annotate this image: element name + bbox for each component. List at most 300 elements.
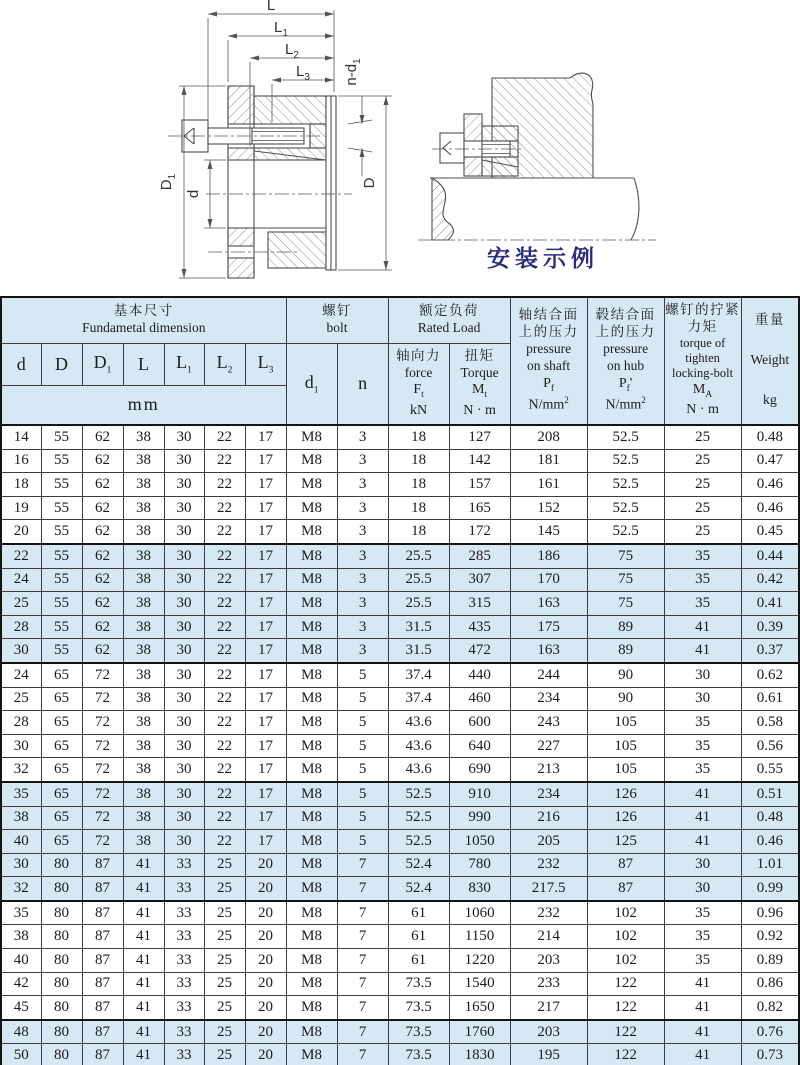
- table-cell: 22: [204, 544, 245, 568]
- table-cell: 55: [41, 449, 82, 473]
- table-cell: 61: [388, 901, 449, 925]
- table-cell: 14: [1, 425, 41, 449]
- table-cell: 87: [82, 996, 123, 1020]
- table-cell: 1650: [449, 996, 510, 1020]
- table-cell: 1540: [449, 972, 510, 996]
- table-row: [1, 830, 799, 854]
- table-cell: 87: [82, 972, 123, 996]
- table-cell: 18: [388, 473, 449, 497]
- table-cell: 65: [41, 663, 82, 687]
- table-cell: 17: [245, 734, 286, 758]
- table-cell: 65: [41, 734, 82, 758]
- table-cell: 65: [41, 782, 82, 806]
- table-cell: 62: [82, 473, 123, 497]
- table-cell: 80: [41, 877, 82, 901]
- table-cell: 142: [449, 449, 510, 473]
- table-cell: 87: [82, 949, 123, 973]
- table-cell: 73.5: [388, 1044, 449, 1065]
- table-cell: 25: [204, 901, 245, 925]
- table-cell: 0.37: [741, 639, 799, 663]
- table-cell: 30: [164, 615, 204, 639]
- table-cell: 30: [164, 568, 204, 592]
- table-cell: M8: [286, 1044, 337, 1065]
- table-cell: 1830: [449, 1044, 510, 1065]
- table-row: [1, 996, 799, 1020]
- table-cell: 18: [388, 496, 449, 520]
- table-cell: 213: [510, 758, 587, 782]
- table-cell: 170: [510, 568, 587, 592]
- table-cell: 17: [245, 711, 286, 735]
- table-cell: 90: [587, 663, 664, 687]
- table-cell: 208: [510, 425, 587, 449]
- table-cell: 3: [337, 592, 388, 616]
- table-cell: 38: [123, 544, 164, 568]
- table-cell: 122: [587, 1020, 664, 1044]
- table-cell: M8: [286, 734, 337, 758]
- table-cell: 3: [337, 568, 388, 592]
- table-row: [1, 592, 799, 616]
- table-cell: 72: [82, 711, 123, 735]
- table-cell: 0.42: [741, 568, 799, 592]
- table-cell: 172: [449, 520, 510, 544]
- header-weight: 重量 Weight kg: [741, 297, 799, 425]
- table-cell: 25: [204, 925, 245, 949]
- table-cell: 105: [587, 734, 664, 758]
- table-cell: 25: [204, 972, 245, 996]
- table-cell: 33: [164, 1044, 204, 1065]
- table-cell: 38: [123, 449, 164, 473]
- table-cell: 3: [337, 496, 388, 520]
- table-cell: 65: [41, 830, 82, 854]
- table-row: [1, 615, 799, 639]
- table-cell: 52.5: [587, 473, 664, 497]
- table-cell: M8: [286, 496, 337, 520]
- table-cell: 30: [164, 520, 204, 544]
- table-cell: 22: [204, 663, 245, 687]
- table-cell: 72: [82, 782, 123, 806]
- table-cell: 435: [449, 615, 510, 639]
- table-cell: 38: [123, 639, 164, 663]
- table-cell: 48: [1, 1020, 41, 1044]
- table-cell: 38: [123, 782, 164, 806]
- table-cell: 157: [449, 473, 510, 497]
- col-L: L: [123, 343, 164, 385]
- col-L1: $L_1$: [164, 343, 204, 385]
- table-cell: 33: [164, 853, 204, 877]
- table-cell: 0.56: [741, 734, 799, 758]
- table-cell: 25: [204, 877, 245, 901]
- table-cell: 35: [1, 901, 41, 925]
- table-cell: 72: [82, 687, 123, 711]
- table-cell: 20: [245, 972, 286, 996]
- table-cell: 186: [510, 544, 587, 568]
- table-cell: 80: [41, 853, 82, 877]
- table-cell: 55: [41, 425, 82, 449]
- table-row: [1, 758, 799, 782]
- table-cell: 161: [510, 473, 587, 497]
- table-cell: 30: [1, 639, 41, 663]
- table-cell: 28: [1, 615, 41, 639]
- table-cell: 25: [1, 592, 41, 616]
- table-cell: 17: [245, 806, 286, 830]
- table-cell: 33: [164, 925, 204, 949]
- table-cell: 52.5: [388, 782, 449, 806]
- table-cell: 216: [510, 806, 587, 830]
- table-cell: 22: [204, 592, 245, 616]
- table-cell: 315: [449, 592, 510, 616]
- table-cell: 62: [82, 568, 123, 592]
- table-cell: 45: [1, 996, 41, 1020]
- table-cell: M8: [286, 663, 337, 687]
- table-cell: 30: [164, 496, 204, 520]
- table-cell: M8: [286, 568, 337, 592]
- col-d: d: [1, 343, 41, 385]
- table-cell: 30: [1, 853, 41, 877]
- table-cell: M8: [286, 449, 337, 473]
- table-cell: 17: [245, 520, 286, 544]
- table-cell: 55: [41, 520, 82, 544]
- table-cell: 22: [204, 639, 245, 663]
- table-cell: 17: [245, 592, 286, 616]
- table-cell: 30: [664, 877, 741, 901]
- table-cell: 17: [245, 687, 286, 711]
- table-cell: 65: [41, 806, 82, 830]
- table-cell: 233: [510, 972, 587, 996]
- table-cell: M8: [286, 877, 337, 901]
- table-cell: M8: [286, 544, 337, 568]
- table-cell: 33: [164, 996, 204, 1020]
- table-cell: M8: [286, 1020, 337, 1044]
- table-cell: 22: [204, 711, 245, 735]
- table-cell: 50: [1, 1044, 41, 1065]
- table-cell: 89: [587, 639, 664, 663]
- table-cell: M8: [286, 425, 337, 449]
- table-cell: 20: [245, 877, 286, 901]
- table-cell: 80: [41, 949, 82, 973]
- svg-text:L1: $L_1$: [274, 19, 288, 39]
- table-row: [1, 877, 799, 901]
- table-cell: 55: [41, 473, 82, 497]
- table-cell: 243: [510, 711, 587, 735]
- table-cell: 52.5: [587, 520, 664, 544]
- table-cell: 32: [1, 758, 41, 782]
- table-cell: 3: [337, 425, 388, 449]
- table-cell: 910: [449, 782, 510, 806]
- header-tightening-torque: 螺钉的拧紧 力矩 torque of tighten locking-bolt $M_A$ N · m: [664, 297, 741, 425]
- header-rated-load: 额定负荷 Rated Load: [388, 297, 510, 343]
- table-cell: 38: [1, 925, 41, 949]
- table-cell: 25: [204, 949, 245, 973]
- col-L3: $L_3$: [245, 343, 286, 385]
- table-cell: 7: [337, 925, 388, 949]
- table-cell: 52.5: [388, 830, 449, 854]
- table-cell: M8: [286, 520, 337, 544]
- table-cell: 0.47: [741, 449, 799, 473]
- table-cell: 7: [337, 1020, 388, 1044]
- table-cell: 30: [164, 711, 204, 735]
- table-cell: 52.4: [388, 853, 449, 877]
- table-cell: 37.4: [388, 687, 449, 711]
- table-cell: 35: [664, 592, 741, 616]
- dim-label-D: D: [361, 177, 378, 189]
- table-cell: 165: [449, 496, 510, 520]
- table-cell: 0.62: [741, 663, 799, 687]
- table-cell: 227: [510, 734, 587, 758]
- col-n: n: [337, 343, 388, 425]
- table-cell: 17: [245, 782, 286, 806]
- table-cell: 35: [664, 758, 741, 782]
- table-cell: 41: [664, 972, 741, 996]
- table-cell: 25: [204, 1020, 245, 1044]
- table-cell: 41: [664, 782, 741, 806]
- table-cell: 5: [337, 663, 388, 687]
- table-cell: 62: [82, 615, 123, 639]
- table-cell: 55: [41, 639, 82, 663]
- table-cell: 52.5: [587, 449, 664, 473]
- table-cell: 20: [245, 853, 286, 877]
- table-cell: 7: [337, 1044, 388, 1065]
- table-cell: 122: [587, 996, 664, 1020]
- table-cell: 62: [82, 520, 123, 544]
- table-cell: 30: [164, 663, 204, 687]
- table-cell: 440: [449, 663, 510, 687]
- header-pressure-on-hub: 毂结合面 上的压力 pressure on hub $P_f'$ $N/mm^2$: [587, 297, 664, 425]
- table-cell: 90: [587, 687, 664, 711]
- table-row: [1, 711, 799, 735]
- table-cell: 460: [449, 687, 510, 711]
- table-cell: 25.5: [388, 568, 449, 592]
- table-cell: 17: [245, 758, 286, 782]
- table-cell: 7: [337, 901, 388, 925]
- table-cell: 1760: [449, 1020, 510, 1044]
- table-cell: 205: [510, 830, 587, 854]
- table-row: [1, 1020, 799, 1044]
- table-cell: 22: [204, 473, 245, 497]
- table-cell: 72: [82, 734, 123, 758]
- table-cell: 22: [204, 734, 245, 758]
- table-cell: 55: [41, 568, 82, 592]
- table-cell: 5: [337, 687, 388, 711]
- table-cell: 640: [449, 734, 510, 758]
- table-cell: 38: [123, 592, 164, 616]
- table-cell: 1060: [449, 901, 510, 925]
- table-cell: 65: [41, 687, 82, 711]
- table-row: [1, 853, 799, 877]
- table-cell: 41: [123, 901, 164, 925]
- table-cell: 17: [245, 568, 286, 592]
- table-cell: 30: [164, 687, 204, 711]
- table-cell: 52.4: [388, 877, 449, 901]
- table-cell: 105: [587, 758, 664, 782]
- table-cell: 22: [204, 806, 245, 830]
- table-row: [1, 925, 799, 949]
- table-cell: 181: [510, 449, 587, 473]
- table-cell: 780: [449, 853, 510, 877]
- table-cell: 234: [510, 687, 587, 711]
- table-cell: 25.5: [388, 544, 449, 568]
- table-cell: 22: [204, 758, 245, 782]
- table-cell: M8: [286, 853, 337, 877]
- table-cell: 35: [664, 544, 741, 568]
- table-cell: 127: [449, 425, 510, 449]
- table-body: [1, 425, 799, 1065]
- table-cell: M8: [286, 758, 337, 782]
- table-row: [1, 782, 799, 806]
- table-cell: 30: [164, 473, 204, 497]
- table-cell: 0.48: [741, 425, 799, 449]
- table-cell: 25: [664, 496, 741, 520]
- svg-text:L3: $L_3$: [296, 63, 310, 83]
- table-row: [1, 663, 799, 687]
- table-cell: 5: [337, 711, 388, 735]
- table-cell: 73.5: [388, 972, 449, 996]
- table-cell: M8: [286, 949, 337, 973]
- table-cell: 75: [587, 592, 664, 616]
- table-cell: 38: [123, 711, 164, 735]
- table-cell: 1.01: [741, 853, 799, 877]
- table-cell: 41: [664, 1020, 741, 1044]
- spec-table: [0, 296, 800, 1065]
- table-cell: 32: [1, 877, 41, 901]
- table-cell: 38: [123, 520, 164, 544]
- table-row: [1, 496, 799, 520]
- table-cell: 41: [664, 615, 741, 639]
- table-cell: 30: [164, 830, 204, 854]
- table-cell: 87: [82, 1044, 123, 1065]
- table-cell: 7: [337, 853, 388, 877]
- table-cell: 17: [245, 473, 286, 497]
- header-basic-dimension: 基本尺寸 Fundametal dimension: [1, 297, 286, 343]
- table-cell: 3: [337, 449, 388, 473]
- table-cell: 0.41: [741, 592, 799, 616]
- table-cell: 217: [510, 996, 587, 1020]
- table-cell: M8: [286, 615, 337, 639]
- table-cell: 0.61: [741, 687, 799, 711]
- table-cell: 80: [41, 1020, 82, 1044]
- table-cell: 234: [510, 782, 587, 806]
- table-cell: 25: [664, 425, 741, 449]
- table-cell: 0.99: [741, 877, 799, 901]
- col-axial-force: 轴向力 force $F_t$ kN: [388, 343, 449, 425]
- table-cell: 43.6: [388, 734, 449, 758]
- table-cell: 30: [164, 639, 204, 663]
- table-cell: 31.5: [388, 639, 449, 663]
- table-cell: 17: [245, 496, 286, 520]
- table-cell: 41: [123, 1020, 164, 1044]
- table-cell: 830: [449, 877, 510, 901]
- table-cell: 55: [41, 592, 82, 616]
- table-cell: 22: [204, 449, 245, 473]
- table-cell: 30: [664, 853, 741, 877]
- table-row: [1, 901, 799, 925]
- table-cell: 55: [41, 615, 82, 639]
- table-cell: 22: [204, 615, 245, 639]
- table-row: [1, 972, 799, 996]
- table-cell: 30: [164, 544, 204, 568]
- table-cell: 33: [164, 1020, 204, 1044]
- table-cell: 0.73: [741, 1044, 799, 1065]
- header-pressure-on-shaft: 轴结合面 上的压力 pressure on shaft $P_f$ $N/mm^2$: [510, 297, 587, 425]
- table-row: [1, 639, 799, 663]
- table-cell: 87: [82, 853, 123, 877]
- table-cell: 990: [449, 806, 510, 830]
- table-cell: 24: [1, 663, 41, 687]
- table-cell: 22: [204, 830, 245, 854]
- table-cell: 22: [204, 496, 245, 520]
- table-cell: 38: [123, 758, 164, 782]
- table-cell: 214: [510, 925, 587, 949]
- table-cell: 72: [82, 806, 123, 830]
- table-cell: 35: [1, 782, 41, 806]
- table-cell: 62: [82, 544, 123, 568]
- table-cell: 20: [245, 1020, 286, 1044]
- table-cell: 1050: [449, 830, 510, 854]
- table-cell: 195: [510, 1044, 587, 1065]
- table-cell: 3: [337, 520, 388, 544]
- table-cell: 38: [123, 496, 164, 520]
- table-cell: 40: [1, 949, 41, 973]
- table-cell: 62: [82, 496, 123, 520]
- table-cell: 52.5: [587, 496, 664, 520]
- table-cell: 80: [41, 972, 82, 996]
- table-cell: 38: [123, 687, 164, 711]
- table-row: [1, 449, 799, 473]
- table-row: [1, 1044, 799, 1065]
- table-cell: 72: [82, 830, 123, 854]
- table-cell: 35: [664, 734, 741, 758]
- table-cell: 102: [587, 925, 664, 949]
- table-cell: 18: [388, 425, 449, 449]
- table-cell: 30: [164, 758, 204, 782]
- table-cell: 17: [245, 544, 286, 568]
- table-cell: 87: [587, 853, 664, 877]
- table-cell: M8: [286, 782, 337, 806]
- table-cell: 35: [664, 949, 741, 973]
- table-cell: 0.58: [741, 711, 799, 735]
- table-cell: 3: [337, 544, 388, 568]
- table-cell: 7: [337, 996, 388, 1020]
- table-cell: 80: [41, 1044, 82, 1065]
- table-cell: 17: [245, 425, 286, 449]
- table-cell: 41: [123, 877, 164, 901]
- table-cell: 0.44: [741, 544, 799, 568]
- table-cell: 52.5: [388, 806, 449, 830]
- table-cell: 0.96: [741, 901, 799, 925]
- table-cell: 7: [337, 949, 388, 973]
- table-cell: 126: [587, 782, 664, 806]
- table-cell: 40: [1, 830, 41, 854]
- header-bolt: 螺钉 bolt: [286, 297, 388, 343]
- table-cell: 472: [449, 639, 510, 663]
- table-cell: 285: [449, 544, 510, 568]
- installation-view: [430, 73, 639, 240]
- table-cell: 18: [388, 520, 449, 544]
- section-view: [182, 86, 336, 278]
- table-cell: 55: [41, 544, 82, 568]
- table-row: [1, 544, 799, 568]
- table-cell: 18: [388, 449, 449, 473]
- table-cell: 38: [123, 806, 164, 830]
- table-cell: 0.46: [741, 473, 799, 497]
- table-cell: 25: [664, 520, 741, 544]
- table-cell: 41: [664, 1044, 741, 1065]
- table-cell: 43.6: [388, 758, 449, 782]
- table-cell: 22: [1, 544, 41, 568]
- table-cell: 20: [245, 996, 286, 1020]
- table-cell: 87: [82, 925, 123, 949]
- table-cell: 30: [164, 734, 204, 758]
- table-cell: M8: [286, 901, 337, 925]
